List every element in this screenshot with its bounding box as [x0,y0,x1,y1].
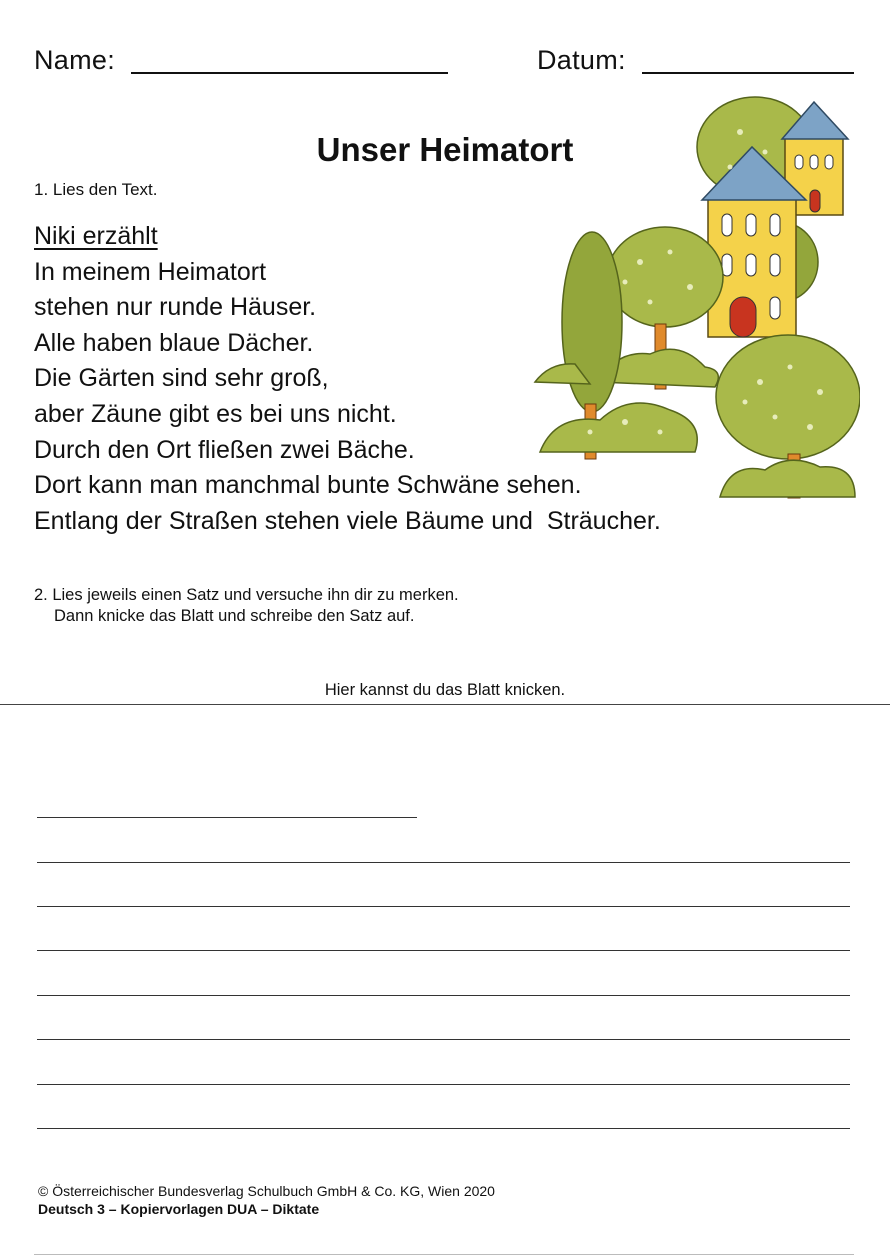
page-title: Unser Heimatort [316,131,574,168]
writing-line[interactable] [37,1128,850,1129]
writing-line[interactable] [37,950,850,951]
story-line: In meinem Heimatort [34,257,267,286]
writing-line[interactable] [37,862,850,863]
task-2-line: 2. Lies jeweils einen Satz und versuche ihn dir zu merken. [34,586,459,604]
story-text [34,219,661,539]
writing-line[interactable] [37,995,850,996]
writing-line[interactable] [37,817,417,818]
date-label: Datum: [537,45,626,75]
writing-line[interactable] [37,906,850,907]
task-2-line: Dann knicke das Blatt und schreibe den Satz auf. [54,607,415,625]
story-line: stehen nur runde Häuser. [34,293,317,322]
name-field[interactable] [131,72,448,74]
fold-line [0,704,890,705]
story-line: Entlang der Straßen stehen viele Bäume und Sträucher. [34,506,661,535]
date-field[interactable] [642,72,854,74]
name-label: Name: [34,45,116,75]
story-heading: Niki erzählt [34,222,158,250]
series-text: Deutsch 3 – Kopiervorlagen DUA – Diktate [38,1201,320,1217]
copyright-text: © Österreichischer Bundesverlag Schulbuch GmbH & Co. KG, Wien 2020 [38,1183,495,1199]
story-line: Alle haben blaue Dächer. [34,328,314,357]
story-line: Durch den Ort fließen zwei Bäche. [34,435,415,464]
task-1-instruction: 1. Lies den Text. [34,180,158,199]
fold-hint: Hier kannst du das Blatt knicken. [324,681,566,699]
story-line: Die Gärten sind sehr groß, [34,364,329,393]
story-line: aber Zäune gibt es bei uns nicht. [34,399,397,428]
story-line: Dort kann man manchmal bunte Schwäne sehen. [34,471,582,500]
writing-line[interactable] [37,1039,850,1040]
footer [38,1182,495,1218]
task-2-instruction [34,585,459,627]
writing-line[interactable] [37,1084,850,1085]
bottom-divider [34,1254,854,1255]
